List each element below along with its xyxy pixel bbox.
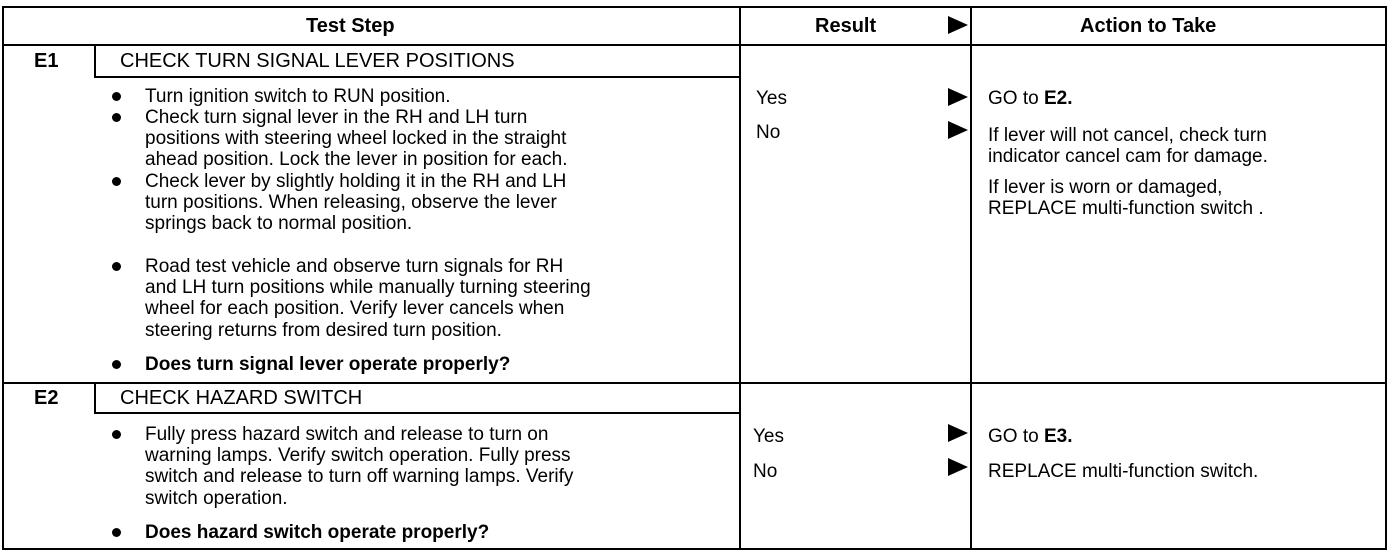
header-action: Action to Take [1080, 15, 1217, 37]
step-id-e1: E1 [34, 50, 59, 72]
bullet-icon [112, 177, 121, 186]
e2-result-yes: Yes [753, 426, 784, 447]
step-title-e1: CHECK TURN SIGNAL LEVER POSITIONS [120, 50, 515, 72]
row-divider [2, 382, 1387, 384]
arrow-icon [948, 121, 968, 139]
arrow-icon [948, 424, 968, 442]
e1-instruction-4: Road test vehicle and observe turn signals for RH and LH turn positions while manually turning steering wheel for each position. Verify lever cancels when steering returns from desired turn position. [145, 256, 591, 341]
e1-action-goto: GO to E2. [988, 88, 1073, 109]
e1-question: Does turn signal lever operate properly? [145, 354, 511, 375]
e1-instruction-2: Check turn signal lever in the RH and LH turn positions with steering wheel locked in the straight ahead position. Lock the lever in position for each. [145, 107, 568, 171]
bullet-icon [112, 430, 121, 439]
e1-instruction-1: Turn ignition switch to RUN position. [145, 86, 451, 107]
header-divider [2, 44, 1387, 46]
step-title-e2: CHECK HAZARD SWITCH [120, 387, 363, 409]
bullet-icon [112, 528, 121, 537]
e1-instruction-3: Check lever by slightly holding it in the RH and LH turn positions. When releasing, observe the lever springs back to normal position. [145, 171, 567, 235]
bullet-icon [112, 262, 121, 271]
e2-id-divider [94, 382, 96, 414]
e2-result-no: No [753, 461, 778, 482]
bullet-icon [112, 360, 121, 369]
arrow-icon [948, 88, 968, 106]
goto-target-e2: E2. [1043, 88, 1073, 109]
e2-instruction-1: Fully press hazard switch and release to turn on warning lamps. Verify switch operation. Fully press switch and release to turn off warning lamps. Verify switch operation. [145, 424, 574, 509]
e1-title-divider [96, 76, 740, 78]
e1-result-no: No [756, 122, 781, 143]
header-arrow-icon [948, 16, 968, 34]
header-test-step: Test Step [306, 15, 395, 37]
action-column-divider [970, 6, 972, 550]
header-result: Result [815, 15, 877, 37]
result-column-divider [739, 6, 741, 550]
step-id-e2: E2 [34, 387, 59, 409]
e2-title-divider [96, 412, 740, 414]
e2-question: Does hazard switch operate properly? [145, 522, 490, 543]
e1-action-worn: If lever is worn or damaged, REPLACE multi-function switch . [988, 177, 1264, 220]
e1-id-divider [94, 44, 96, 78]
e2-action-replace: REPLACE multi-function switch. [988, 461, 1259, 482]
e2-action-goto: GO to E3. [988, 426, 1073, 447]
e1-action-no-cancel: If lever will not cancel, check turn indicator cancel cam for damage. [988, 125, 1268, 168]
e1-result-yes: Yes [756, 88, 787, 109]
goto-target-e3: E3. [1043, 426, 1073, 447]
bullet-icon [112, 113, 121, 122]
bullet-icon [112, 92, 121, 101]
arrow-icon [948, 458, 968, 476]
